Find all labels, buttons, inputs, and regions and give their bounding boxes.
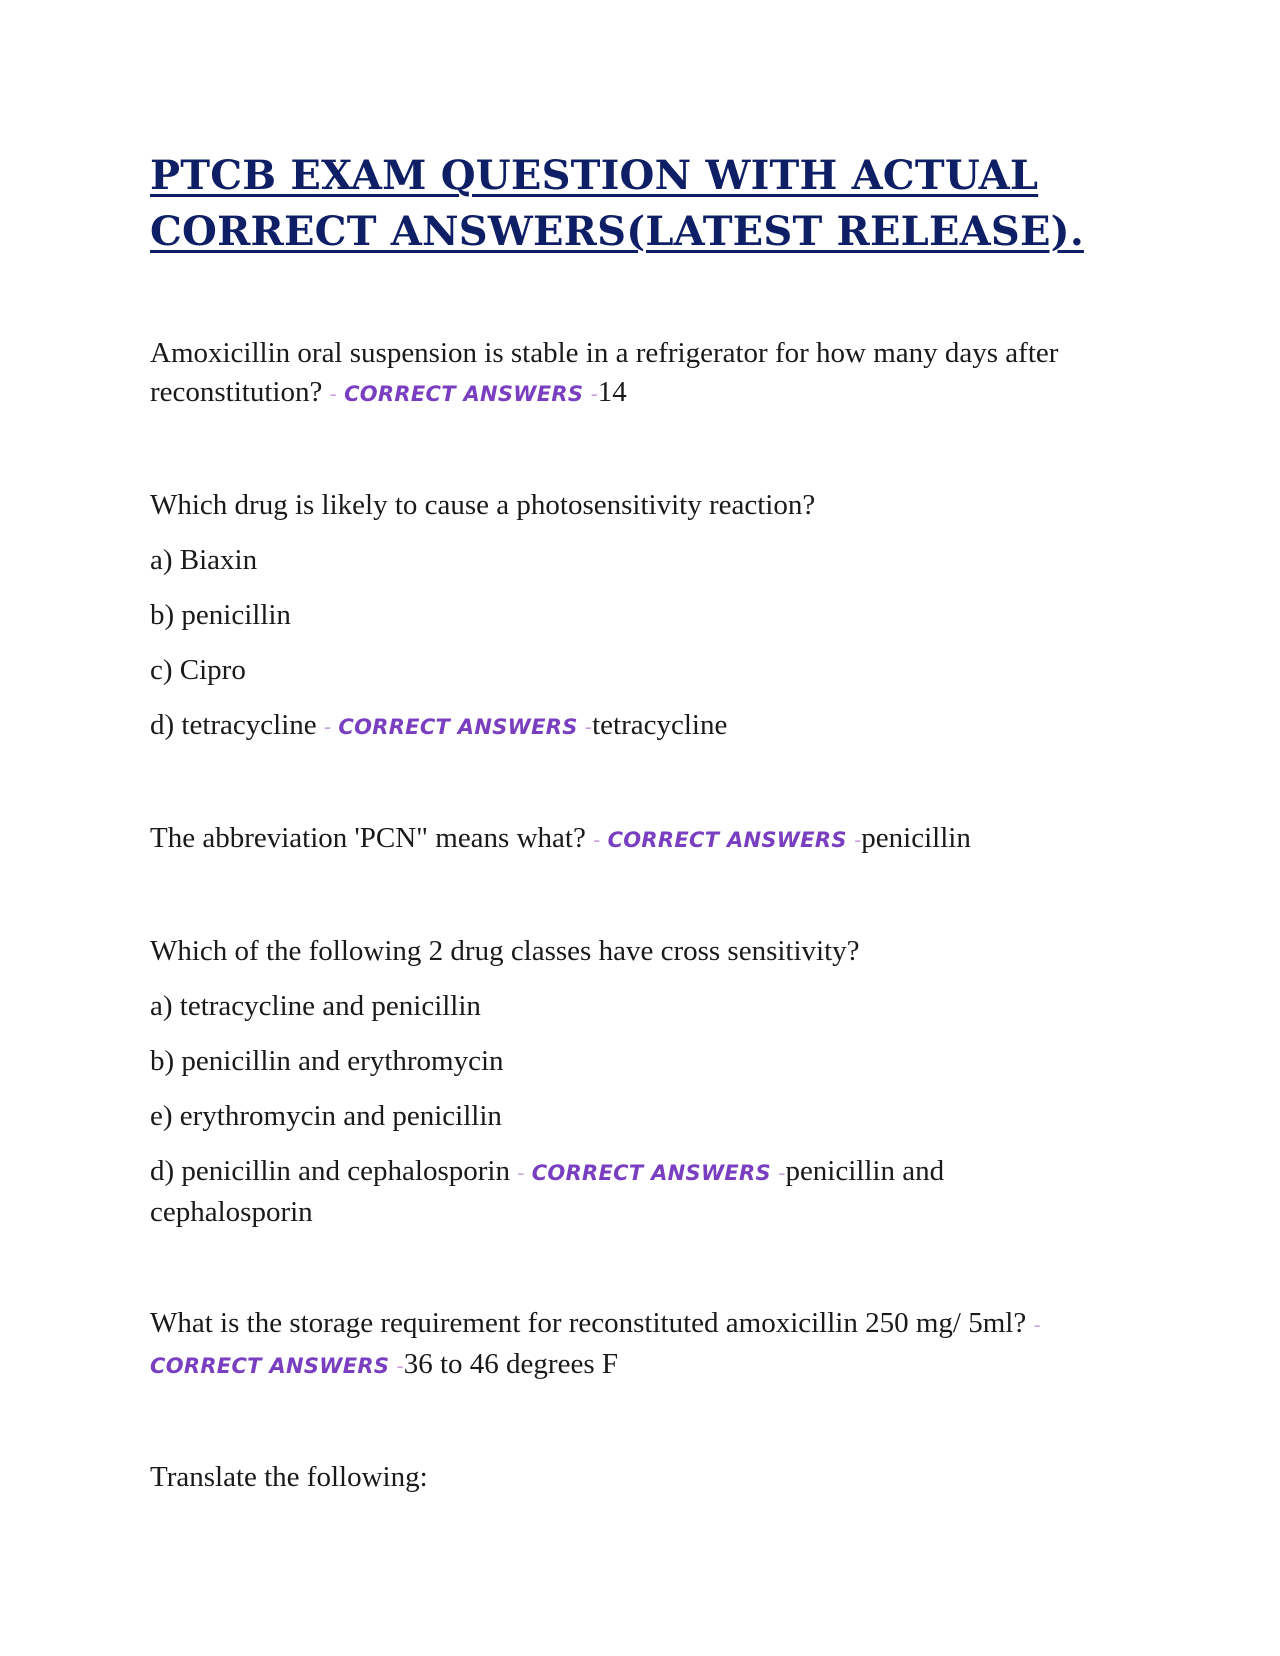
question-4-option-d bbox=[150, 1152, 1110, 1232]
answer-dash: - bbox=[593, 828, 601, 852]
document-title: PTCB EXAM QUESTION WITH ACTUAL CORRECT ANSWERS(LATEST RELEASE). bbox=[150, 152, 1084, 255]
question-5 bbox=[150, 1304, 1110, 1386]
question-1-answer: 14 bbox=[597, 376, 627, 408]
question-4: Which of the following 2 drug classes have cross sensitivity? bbox=[150, 935, 860, 967]
question-2-answer: tetracycline bbox=[592, 709, 728, 741]
answer-dash: - bbox=[323, 715, 332, 739]
question-2-option-d-text: d) tetracycline bbox=[150, 709, 317, 741]
question-4-option-d-text: d) penicillin and cephalosporin bbox=[150, 1155, 510, 1187]
answer-dash: - bbox=[778, 1161, 786, 1185]
question-3 bbox=[150, 819, 1110, 860]
question-4-option-b: b) penicillin and erythromycin bbox=[150, 1045, 504, 1077]
question-2-option-d bbox=[150, 706, 1110, 747]
answer-dash: - bbox=[854, 828, 862, 852]
correct-answers-tag: CORRECT ANSWERS bbox=[344, 382, 584, 406]
question-4-answer: penicillin and cephalosporin bbox=[150, 1155, 945, 1228]
answer-dash: - bbox=[590, 382, 598, 406]
correct-answers-tag: CORRECT ANSWERS bbox=[338, 715, 578, 739]
correct-answers-tag: CORRECT ANSWERS bbox=[150, 1354, 390, 1378]
question-2-option-c: c) Cipro bbox=[150, 654, 246, 686]
question-4-option-a: a) tetracycline and penicillin bbox=[150, 990, 481, 1022]
correct-answers-tag: CORRECT ANSWERS bbox=[607, 828, 847, 852]
answer-dash: - bbox=[517, 1161, 525, 1185]
question-5-text: What is the storage requirement for reconstituted amoxicillin 250 mg/ 5ml? bbox=[150, 1307, 1027, 1339]
question-2-option-a: a) Biaxin bbox=[150, 544, 258, 576]
question-6: Translate the following: bbox=[150, 1461, 428, 1493]
question-5-answer: 36 to 46 degrees F bbox=[403, 1348, 618, 1380]
question-1-text: Amoxicillin oral suspension is stable in a refrigerator for how many days after reconstitution? bbox=[150, 337, 1059, 408]
question-3-text: The abbreviation 'PCN" means what? bbox=[150, 822, 586, 854]
document-page bbox=[150, 148, 1110, 1497]
answer-dash: - bbox=[329, 382, 337, 406]
question-1 bbox=[150, 334, 1110, 414]
question-2: Which drug is likely to cause a photosensitivity reaction? bbox=[150, 489, 816, 521]
question-4-option-e: e) erythromycin and penicillin bbox=[150, 1100, 502, 1132]
question-3-answer: penicillin bbox=[861, 822, 971, 854]
answer-dash: - bbox=[1033, 1313, 1041, 1337]
answer-dash: - bbox=[584, 715, 593, 739]
answer-dash: - bbox=[396, 1354, 404, 1378]
question-2-option-b: b) penicillin bbox=[150, 599, 291, 631]
correct-answers-tag: CORRECT ANSWERS bbox=[531, 1161, 771, 1185]
